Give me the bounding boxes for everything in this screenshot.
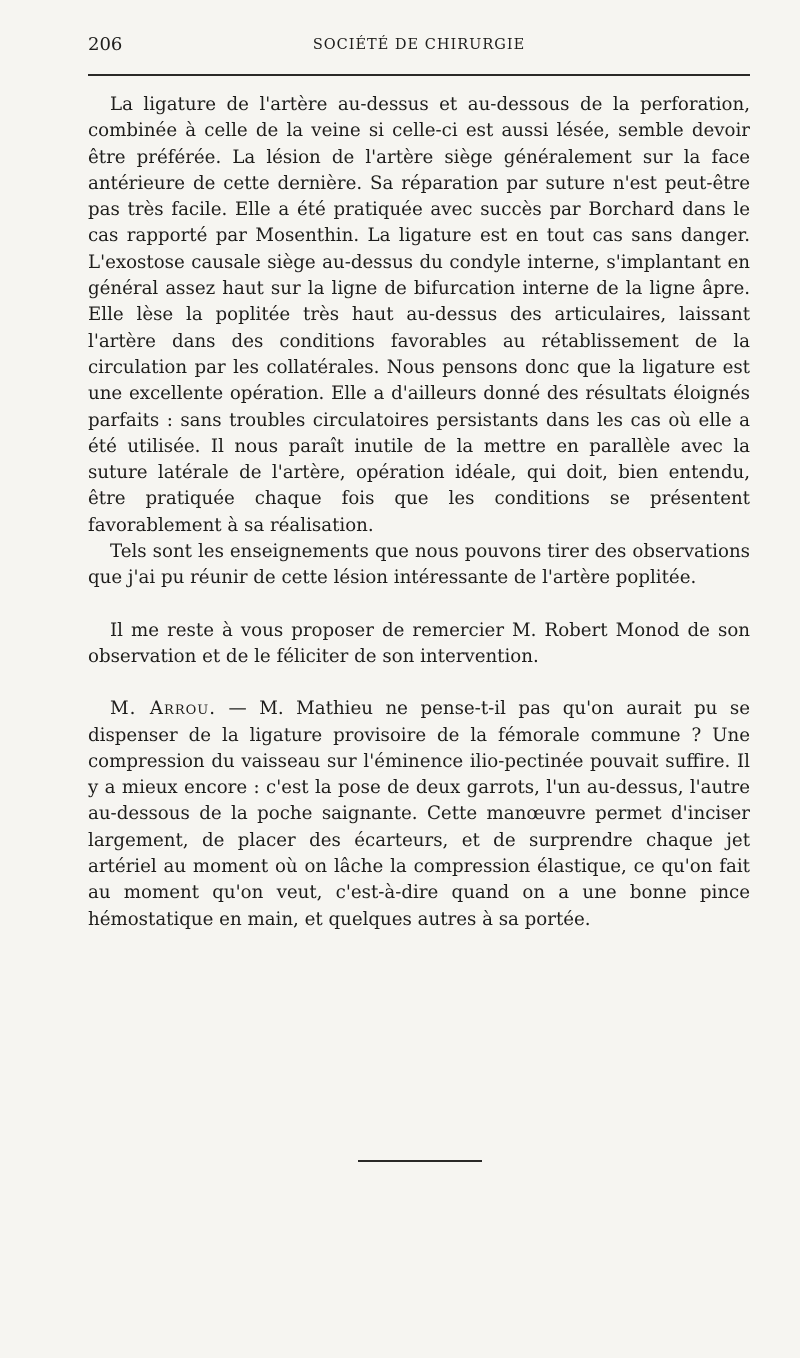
speaker-name: M. Arrou. <box>110 698 217 720</box>
end-rule <box>358 1160 482 1162</box>
paragraph-enseignements: Tels sont les enseignements que nous pouvons tirer des observations que j'ai pu réunir de cette lésion intéressante de l'artère poplitée. <box>88 541 750 589</box>
paragraph-gap <box>88 670 750 696</box>
paragraph-remerciements: Il me reste à vous proposer de remercier M. Robert Monod de son observation et de le féliciter de son intervention. <box>88 619 750 667</box>
paragraph-ligature: La ligature de l'artère au-dessus et au-dessous de la perforation, combinée à celle de la veine si celle-ci est aussi lésée, semble devoir être préférée. La lésion de l'artère siège généralement sur la face antérieure de cette dernière. Sa réparation par suture n'est peut-être pas très facile. Elle a été pratiquée avec succès par Borchard dans le cas rapporté par Mosenthin. La ligature est en tout cas sans danger. L'exostose causale siège au-dessus du condyle interne, s'implantant en général assez haut sur la ligne de bifurcation interne de la ligne âpre. Elle lèse la poplitée très haut au-dessus des articulaires, laissant l'artère dans des conditions favorables au rétablissement de la circulation par les collatérales. Nous pensons donc que la ligature est une excellente opération. Elle a d'ailleurs donné des résultats éloignés parfaits : sans troubles circulatoires persistants dans les cas où elle a été utilisée. Il nous paraît inutile de la mettre en parallèle avec la suture latérale de l'artère, opération idéale, qui doit, bien entendu, être pratiquée chaque fois que les conditions se présentent favorablement à sa réalisation. <box>88 94 750 536</box>
page-number: 206 <box>88 34 123 55</box>
running-head: SOCIÉTÉ DE CHIRURGIE <box>312 37 526 53</box>
body-text <box>88 92 750 933</box>
paragraph-gap <box>88 592 750 618</box>
paragraph-arrou <box>88 696 750 933</box>
header-rule <box>88 74 750 76</box>
page-header <box>88 34 750 62</box>
paragraph-arrou-text: — M. Mathieu ne pense-t-il pas qu'on aurait pu se dispenser de la ligature provisoire de la fémorale commune ? Une compression du vaisseau sur l'éminence ilio-pectinée pouvait suffire. Il y a mieux encore : c'est la pose de deux garrots, l'un au-dessus, l'autre au-dessous de la poche saignante. Cette manœuvre permet d'inciser largement, de placer des écarteurs, et de surprendre chaque jet artériel au moment où on lâche la compression élastique, ce qu'on fait au moment qu'on veut, c'est-à-dire quand on a une bonne pince hémostatique en main, et quelques autres à sa portée. <box>88 698 750 930</box>
